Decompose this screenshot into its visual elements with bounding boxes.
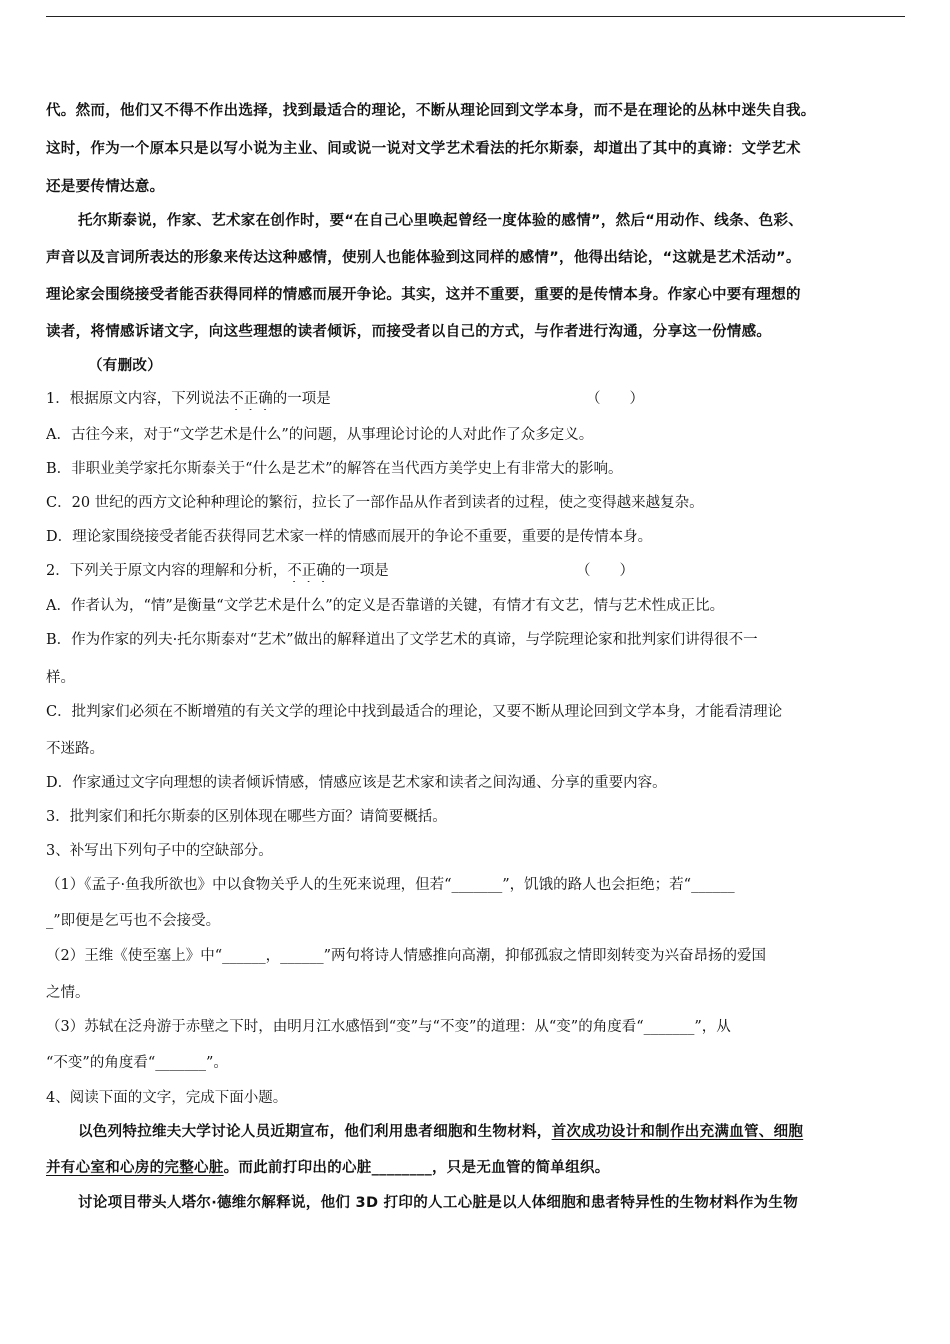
question-4-title: 4、阅读下面的文字，完成下面小题。 xyxy=(46,1090,288,1106)
fill-blank-1: （1）《孟子·鱼我所欲也》中以食物关乎人的生死来说理，但若“_______”，饥饿的路人也会拒绝；若“______ xyxy=(46,877,735,893)
passage-line: 这时，作为一个原本只是以写小说为主业、间或说一说对文学艺术看法的托尔斯泰，却道出了其中的真谛：文学艺术 xyxy=(46,141,801,157)
emphasis-text: 不正确 xyxy=(229,391,273,407)
question-1-stem xyxy=(46,388,905,410)
option-a: A．作者认为，“情”是衡量“文学艺术是什么”的定义是否靠谱的关键，有情才有文艺，情与艺术性成正比。 xyxy=(46,598,725,614)
fill-blank-3-cont: “不变”的角度看“_______”。 xyxy=(46,1055,228,1071)
source-note: （有删改） xyxy=(88,358,162,374)
passage-line: 读者，将情感诉诸文字，向这些理想的读者倾诉，而接受者以自己的方式，与作者进行沟通，分享这一份情感。 xyxy=(46,324,772,340)
passage-line: 讨论项目带头人塔尔·德维尔解释说，他们 3D 打印的人工心脏是以人体细胞和患者特异性的生物材料作为生物 xyxy=(78,1195,799,1211)
fill-blank-3: （3）苏轼在泛舟游于赤壁之下时，由明月江水感悟到“变”与“不变”的道理：从“变”的角度看“_______”，从 xyxy=(46,1019,731,1035)
option-b: B．作为作家的列夫·托尔斯泰对“艺术”做出的解释道出了文学艺术的真谛，与学院理论家和批判家们讲得很不一 xyxy=(46,632,758,648)
fill-blank-2-cont: 之情。 xyxy=(46,985,90,1001)
passage-text: 以色列特拉维夫大学讨论人员近期宣布，他们利用患者细胞和生物材料， xyxy=(78,1124,552,1140)
passage-line: 代。然而，他们又不得不作出选择，找到最适合的理论，不断从理论回到文学本身，而不是在理论的丛林中迷失自我。 xyxy=(46,103,816,119)
option-d: D．作家通过文字向理想的读者倾诉情感，情感应该是艺术家和读者之间沟通、分享的重要内容。 xyxy=(46,775,667,791)
question-stem-text: 1．根据原文内容，下列说法 xyxy=(46,391,230,407)
emphasis-text: 不正确 xyxy=(287,563,331,579)
passage-line xyxy=(46,1121,905,1143)
question-3: 3．批判家们和托尔斯泰的区别体现在哪些方面？请简要概括。 xyxy=(46,809,447,825)
passage-text: 。而此前打印出的心脏________，只是无血管的简单组织。 xyxy=(223,1160,610,1176)
option-c-cont: 不迷路。 xyxy=(46,741,104,757)
fill-blank-1-cont: _”即便是乞丐也不会接受。 xyxy=(46,913,221,929)
passage-line: 还是要传情达意。 xyxy=(46,179,165,195)
option-b-cont: 样。 xyxy=(46,670,75,686)
passage-line: 声音以及言词所表达的形象来传达这种感情，使别人也能体验到这同样的感情”，他得出结论，“这就是艺术活动”。 xyxy=(46,250,801,266)
question-stem-text: 的一项是 xyxy=(272,391,331,407)
option-c: C．20 世纪的西方文论种种理论的繁衍，拉长了一部作品从作者到读者的过程，使之变得越来越复杂。 xyxy=(46,495,704,511)
fill-blank-2: （2）王维《使至塞上》中“______，______”两句将诗人情感推向高潮，抑郁孤寂之情即刻转变为兴奋昂扬的爱国 xyxy=(46,948,767,964)
answer-paren: （ ） xyxy=(586,391,644,407)
option-a: A．古往今来，对于“文学艺术是什么”的问题，从事理论讨论的人对此作了众多定义。 xyxy=(46,427,594,443)
underlined-text: 并有心室和心房的完整心脏 xyxy=(46,1160,224,1176)
option-b: B．非职业美学家托尔斯泰关于“什么是艺术”的解答在当代西方美学史上有非常大的影响。 xyxy=(46,461,623,477)
question-stem-text: 2．下列关于原文内容的理解和分析， xyxy=(46,563,288,579)
question-3b-title: 3、补写出下列句子中的空缺部分。 xyxy=(46,843,273,859)
passage-line: 理论家会围绕接受者能否获得同样的情感而展开争论。其实，这并不重要，重要的是传情本身。作家心中要有理想的 xyxy=(46,287,801,303)
question-stem-text: 的一项是 xyxy=(330,563,389,579)
question-2-stem xyxy=(46,560,905,582)
answer-paren: （ ） xyxy=(576,563,634,579)
option-c: C．批判家们必须在不断增殖的有关文学的理论中找到最适合的理论，又要不断从理论回到文学本身，才能看清理论 xyxy=(46,704,783,720)
passage-line xyxy=(46,1157,905,1179)
option-d: D．理论家围绕接受者能否获得同艺术家一样的情感而展开的争论不重要，重要的是传情本身。 xyxy=(46,529,653,545)
passage-line: 托尔斯泰说，作家、艺术家在创作时，要“在自己心里唤起曾经一度体验的感情”，然后“用动作、线条、色彩、 xyxy=(78,213,804,229)
underlined-text: 首次成功设计和制作出充满血管、细胞 xyxy=(551,1124,804,1140)
header-rule xyxy=(46,16,905,17)
